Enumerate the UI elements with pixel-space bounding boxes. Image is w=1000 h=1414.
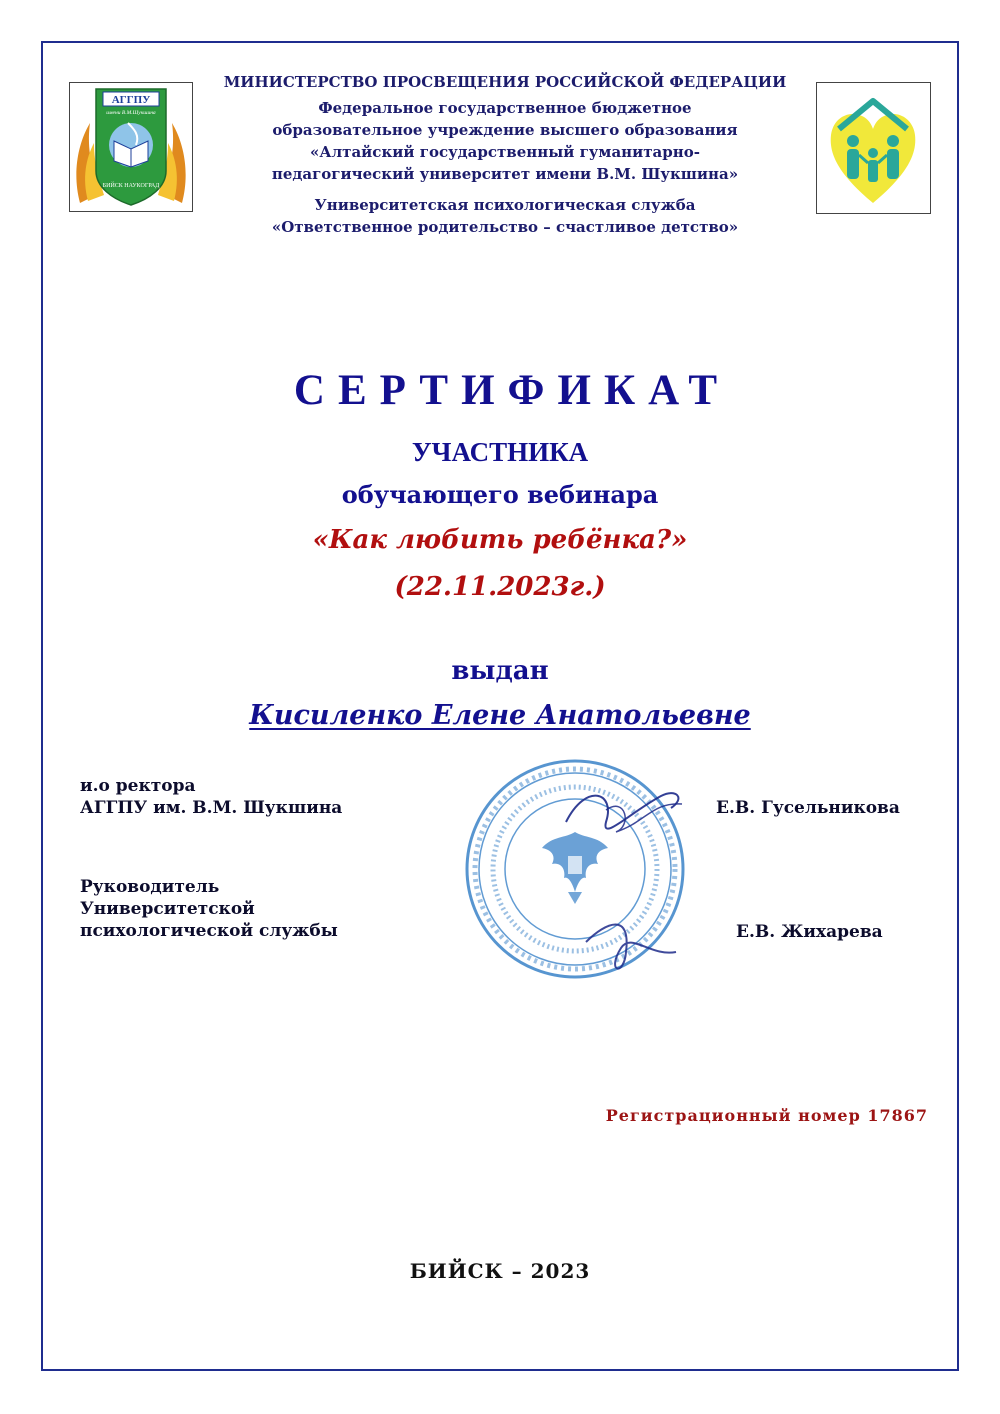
webinar-date: (22.11.2023г.) [394,572,606,602]
event-type: обучающего вебинара [341,480,659,509]
rector-name: Е.В. Гусельникова [716,798,900,818]
ministry-heading: МИНИСТЕРСТВО ПРОСВЕЩЕНИЯ РОССИЙСКОЙ ФЕДЕРАЦИИ [223,73,787,91]
registration-number: Регистрационный номер 17867 [605,1106,928,1125]
service-heading: Университетская психологическая служба «Ответственное родительство – счастливое детство» [271,196,739,236]
university-crest-icon [70,83,192,211]
svg-text:БИЙСК НАУКОГРАД: БИЙСК НАУКОГРАД [102,183,160,189]
certificate-title: СЕРТИФИКАТ [293,367,731,414]
service-head-name: Е.В. Жихарева [736,922,883,942]
webinar-topic: «Как любить ребёнка?» [312,525,688,555]
institution-heading: Федеральное государственное бюджетное образовательное учреждение высшего образования «Алтайский государственный гуманитарно- педагогический университет имени В.М. Шукшина» [271,99,739,183]
rector-title: и.о ректора АГГПУ им. В.М. Шукшина [80,776,343,818]
family-heart-icon [817,83,930,213]
svg-text:АГГПУ: АГГПУ [111,94,151,106]
university-logo [69,82,193,212]
certificate-subtitle: УЧАСТНИКА [411,437,589,467]
psychological-service-logo [816,82,931,214]
svg-text:имени В.М.Шукшина: имени В.М.Шукшина [106,110,156,116]
service-head-title: Руководитель Университетской психологической службы [80,877,338,941]
issued-label: выдан [451,656,549,686]
official-stamp-icon [456,752,694,987]
recipient-name: Кисиленко Елене Анатольевне [249,700,751,731]
footer-city-year: БИЙСК – 2023 [409,1259,591,1283]
